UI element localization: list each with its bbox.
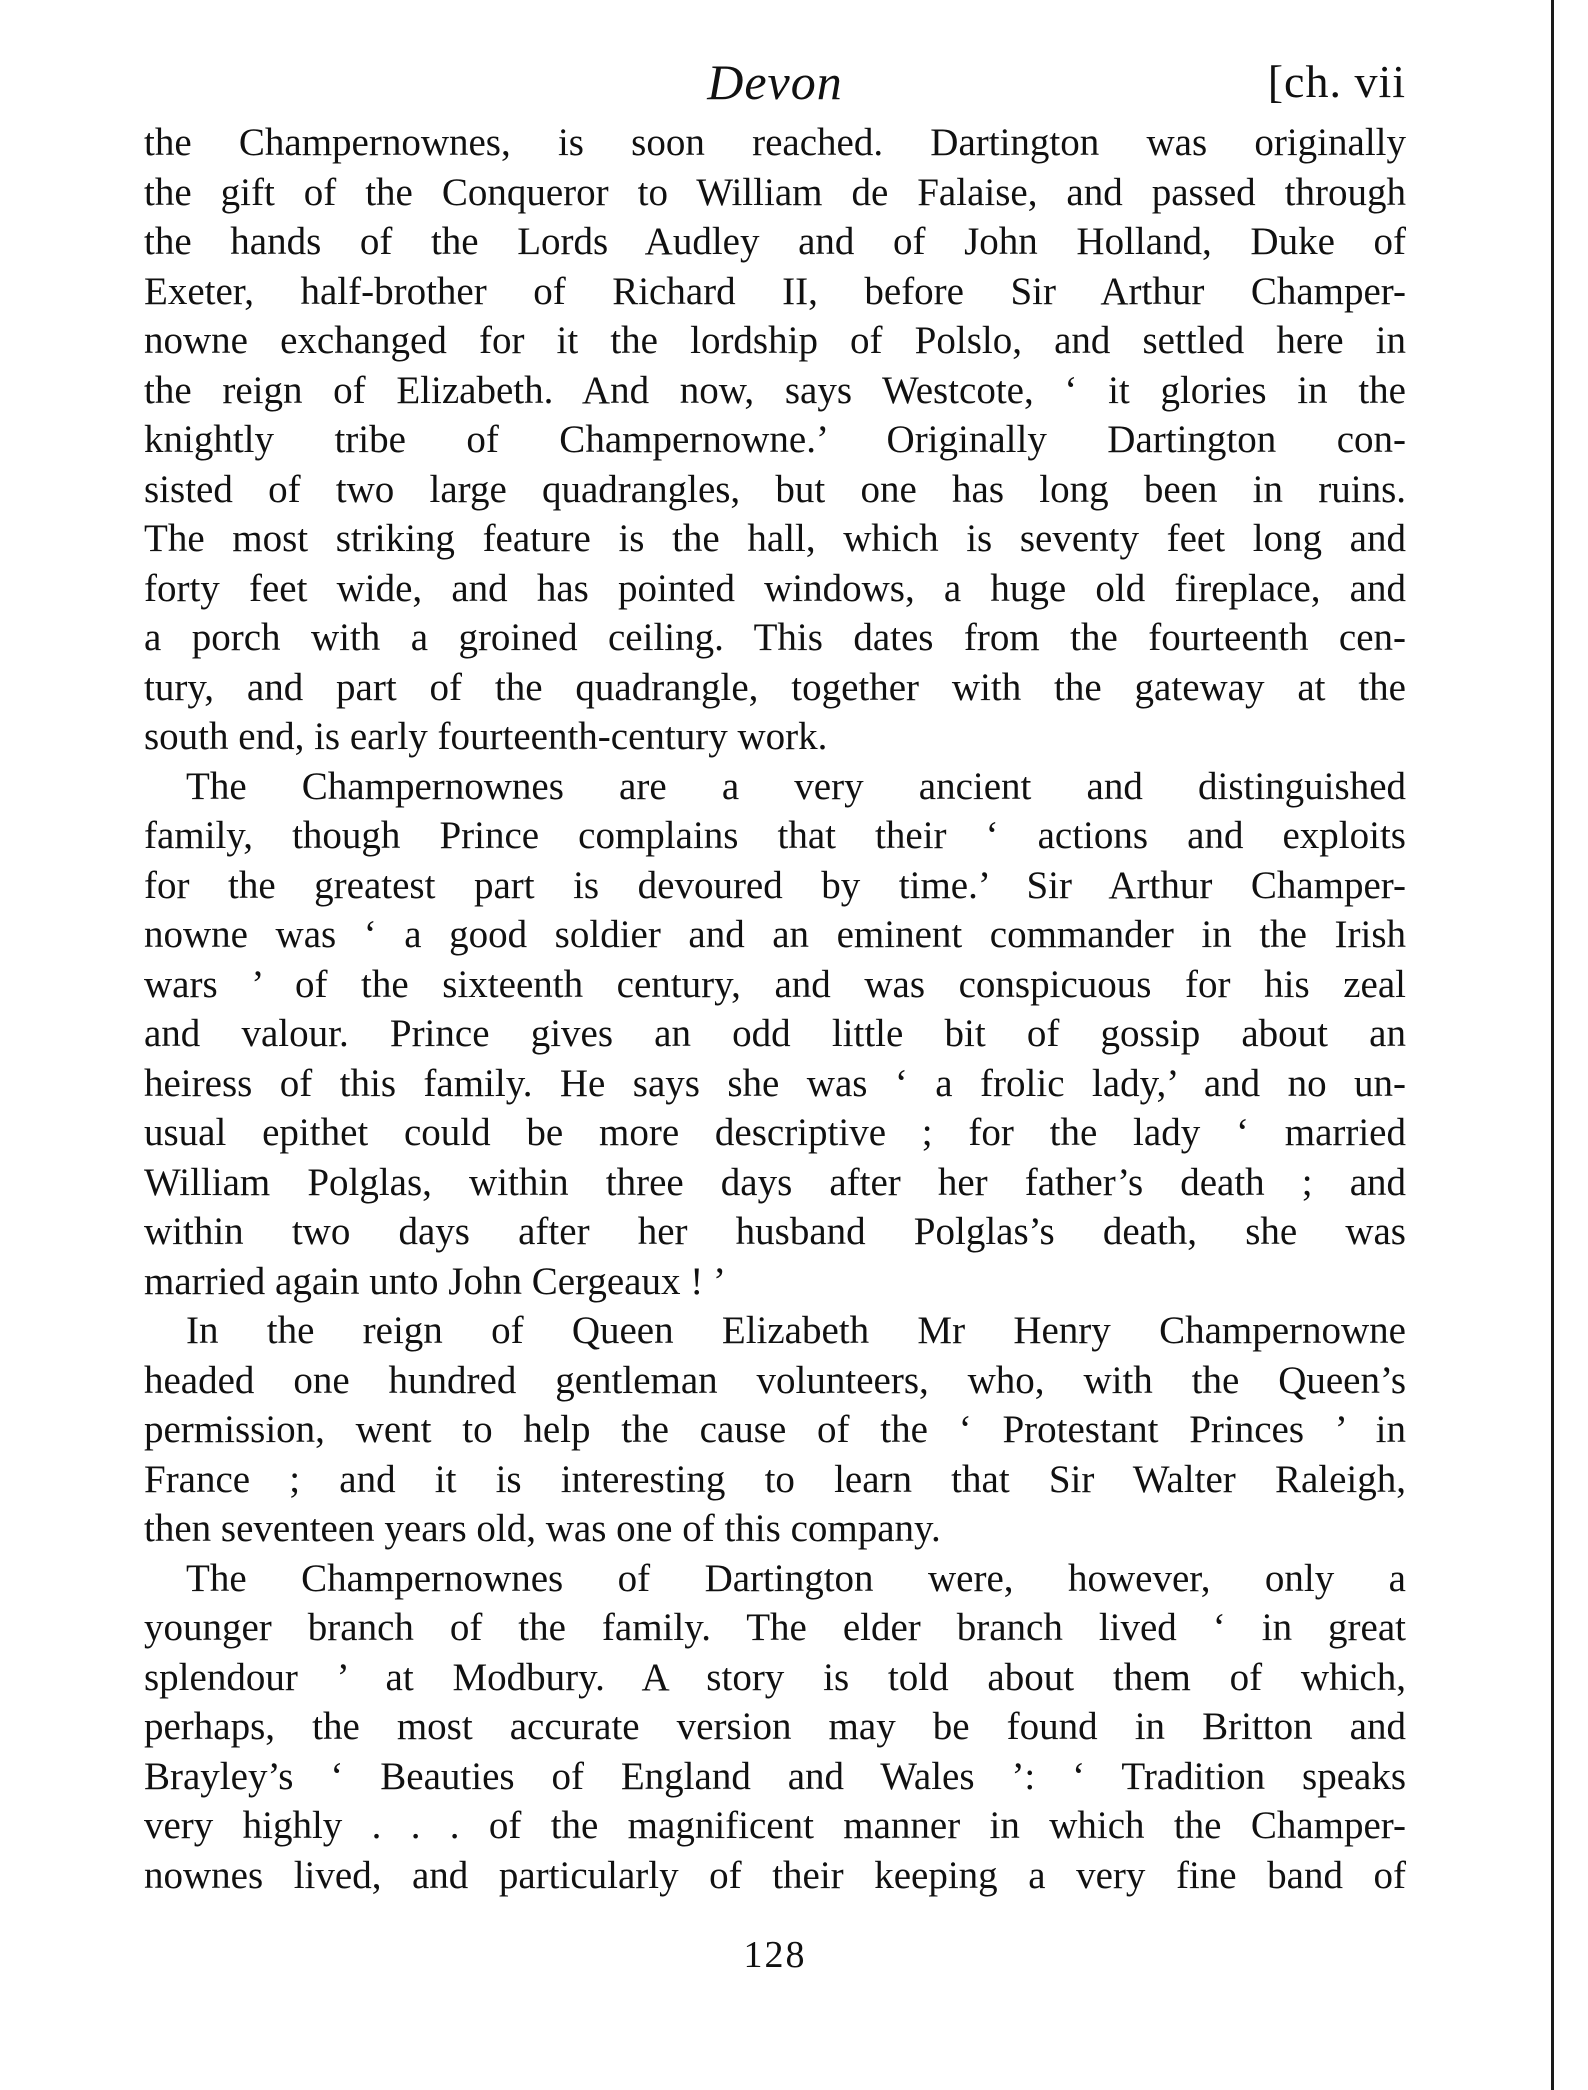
text-line: Exeter, half-brother of Richard II, before Sir Arthur Champer- (144, 269, 1406, 313)
text-line: the gift of the Conqueror to William de Falaise, and passed through (144, 170, 1406, 214)
paragraph (144, 1306, 1406, 1554)
page-edge-rule (1551, 0, 1554, 2090)
text-line: wars ’ of the sixteenth century, and was conspicuous for his zeal (144, 962, 1406, 1006)
text-line: within two days after her husband Polglas’s death, she was (144, 1210, 1406, 1253)
text-line: Brayley’s ‘ Beauties of England and Wales ’: ‘ Tradition speaks (144, 1754, 1406, 1798)
text-line: heiress of this family. He says she was ‘ a frolic lady,’ and no un- (144, 1061, 1406, 1105)
text-line: and valour. Prince gives an odd little bit of gossip about an (144, 1012, 1406, 1055)
text-line: headed one hundred gentleman volunteers, who, with the Queen’s (144, 1358, 1406, 1402)
text-line: family, though Prince complains that their ‘ actions and exploits (144, 814, 1406, 857)
text-line: France ; and it is interesting to learn that Sir Walter Raleigh, (144, 1457, 1406, 1501)
paragraph (144, 118, 1406, 762)
text-line: a porch with a groined ceiling. This dates from the fourteenth cen- (144, 616, 1406, 659)
text-line: sisted of two large quadrangles, but one has long been in ruins. (144, 467, 1406, 511)
text-line: then seventeen years old, was one of this company. (144, 1507, 941, 1550)
page-number: 128 (743, 1934, 807, 1976)
text-line: the reign of Elizabeth. And now, says Westcote, ‘ it glories in the (144, 368, 1406, 412)
text-line: married again unto John Cergeaux ! ’ (144, 1259, 726, 1303)
text-line: tury, and part of the quadrangle, together with the gateway at the (144, 665, 1406, 709)
body-text (144, 118, 1406, 1900)
text-line: The most striking feature is the hall, which is seventy feet long and (144, 517, 1406, 560)
text-line: The Champernownes are a very ancient and distinguished (186, 764, 1406, 808)
text-line: the hands of the Lords Audley and of John Holland, Duke of (144, 220, 1406, 263)
text-line: permission, went to help the cause of the ‘ Protestant Princes ’ in (144, 1408, 1406, 1451)
text-line: nowne exchanged for it the lordship of Polslo, and settled here in (144, 319, 1406, 362)
text-line: nowne was ‘ a good soldier and an eminent commander in the Irish (144, 913, 1406, 956)
text-line: south end, is early fourteenth-century work. (144, 715, 828, 758)
running-head (144, 52, 1406, 112)
text-line: perhaps, the most accurate version may be found in Britton and (144, 1705, 1406, 1748)
paragraph (144, 762, 1406, 1307)
text-line: for the greatest part is devoured by time.’ Sir Arthur Champer- (144, 863, 1406, 907)
text-line: usual epithet could be more descriptive ; for the lady ‘ married (144, 1111, 1406, 1154)
text-line: In the reign of Queen Elizabeth Mr Henry Champernowne (186, 1309, 1406, 1352)
text-line: younger branch of the family. The elder branch lived ‘ in great (144, 1606, 1406, 1649)
running-title: Devon (707, 54, 843, 110)
chapter-reference: [ch. vii (1267, 56, 1406, 107)
text-line: William Polglas, within three days after her father’s death ; and (144, 1160, 1406, 1204)
text-line: the Champernownes, is soon reached. Dartington was originally (144, 121, 1406, 164)
text-line: splendour ’ at Modbury. A story is told about them of which, (144, 1655, 1406, 1699)
text-line: The Champernownes of Dartington were, however, only a (186, 1556, 1406, 1600)
text-line: very highly . . . of the magnificent manner in which the Champer- (144, 1804, 1406, 1847)
text-line: knightly tribe of Champernowne.’ Originally Dartington con- (144, 418, 1406, 461)
text-line: forty feet wide, and has pointed windows, a huge old fireplace, and (144, 566, 1406, 610)
paragraph (144, 1554, 1406, 1901)
text-line: nownes lived, and particularly of their keeping a very fine band of (144, 1853, 1406, 1897)
